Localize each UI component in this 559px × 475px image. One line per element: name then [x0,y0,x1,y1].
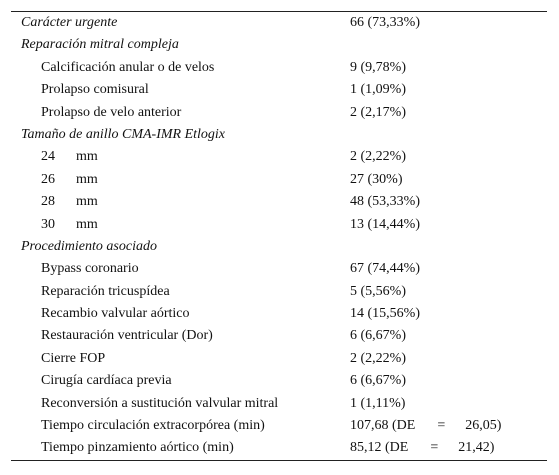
section-title: Tamaño de anillo CMA-IMR Etlogix [21,126,226,142]
section-header-procedimiento [11,236,547,258]
equals-sign: = [437,418,446,434]
row-value: 66 (73,33%) [350,15,420,30]
row-label: Cierre FOP [41,350,106,366]
table-row [11,191,547,213]
table-row [11,303,547,325]
table-row [11,102,547,124]
ring-size-label [41,169,98,191]
table-row [11,415,547,437]
row-value: 14 (15,56%) [350,306,420,322]
row-label: Prolapso de velo anterior [41,104,182,120]
row-value: 13 (14,44%) [350,216,420,232]
data-table [11,11,547,461]
ring-size-number: 28 [41,194,55,210]
row-value: 1 (1,11%) [350,395,406,411]
ring-size-label [41,146,98,168]
row-label: Tiempo circulación extracorpórea (min) [41,418,265,434]
row-value: 2 (2,22%) [350,350,406,366]
ring-size-number: 24 [41,149,55,165]
row-label: Recambio valvular aórtico [41,306,190,322]
ring-size-unit: mm [76,149,98,165]
row-label: Reparación tricuspídea [41,283,170,299]
table-row [11,348,547,370]
table-row [11,57,547,79]
row-label: Tiempo pinzamiento aórtico (min) [41,440,234,456]
sd-value: 21,42) [458,440,495,456]
ring-size-unit: mm [76,171,98,187]
row-value: 1 (1,09%) [350,82,406,98]
ring-size-label [41,191,98,213]
ring-size-unit: mm [76,194,98,210]
row-value: 6 (6,67%) [350,328,406,344]
table-row [11,79,547,101]
section-header-tamano-anillo [11,124,547,146]
row-value: 67 (74,44%) [350,261,420,277]
sd-value: 26,05) [465,418,502,434]
table-row [11,258,547,280]
row-label: Bypass coronario [41,261,139,277]
row-label: Prolapso comisural [41,82,149,98]
row-label: Reconversión a sustitución valvular mitral [41,395,279,411]
row-label-caracter-urgente: Carácter urgente [21,15,118,30]
row-value: 2 (2,17%) [350,104,406,120]
ring-size-label [41,214,98,236]
table-row [11,12,547,34]
row-value-mean-sd [350,437,494,459]
equals-sign: = [430,440,439,456]
ring-size-unit: mm [76,216,98,232]
row-value: 48 (53,33%) [350,194,420,210]
row-value: 27 (30%) [350,171,403,187]
table-row [11,325,547,347]
section-title: Reparación mitral compleja [21,37,179,53]
mean-value: 107,68 (DE [350,418,416,434]
table-row [11,393,547,415]
table-row [11,214,547,236]
row-value: 5 (5,56%) [350,283,406,299]
section-title: Procedimiento asociado [21,238,157,254]
row-value: 9 (9,78%) [350,59,406,75]
row-value-mean-sd [350,415,501,437]
mean-value: 85,12 (DE [350,440,409,456]
table-row [11,370,547,392]
section-header-reparacion-mitral [11,34,547,56]
table-row [11,437,547,459]
ring-size-number: 30 [41,216,55,232]
table-row [11,169,547,191]
table-row [11,146,547,168]
row-value: 2 (2,22%) [350,149,406,165]
row-label: Cirugía cardíaca previa [41,373,172,389]
table-row [11,281,547,303]
ring-size-number: 26 [41,171,55,187]
row-value: 6 (6,67%) [350,373,406,389]
row-label: Restauración ventricular (Dor) [41,328,213,344]
row-label: Calcificación anular o de velos [41,59,215,75]
